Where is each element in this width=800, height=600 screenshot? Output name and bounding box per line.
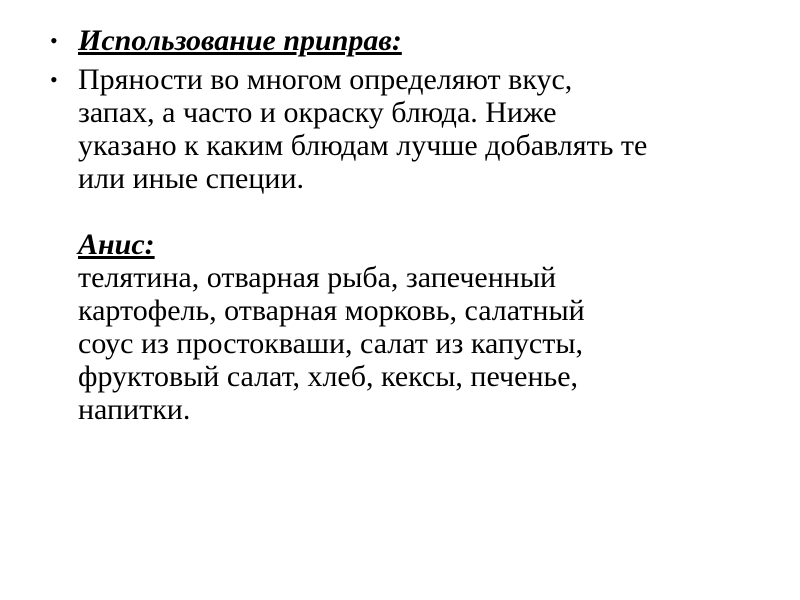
section-line: телятина, отварная рыба, запеченный (78, 261, 557, 294)
paragraph-spacer (78, 195, 776, 228)
section-line: картофель, отварная морковь, салатный (78, 294, 585, 327)
slide-title: Использование приправ: (78, 24, 402, 57)
intro-line: или иные специи. (78, 162, 305, 195)
bullet-item-heading (46, 24, 776, 57)
intro-line: запах, а часто и окраску блюда. Ниже (78, 96, 557, 129)
section-line: соус из простокваши, салат из капусты, (78, 327, 584, 360)
bullet-item-body (46, 63, 776, 426)
intro-line: Пряности во многом определяют вкус, (78, 63, 573, 96)
section-line: фруктовый салат, хлеб, кексы, печенье, (78, 360, 579, 393)
section-heading: Анис: (78, 228, 155, 261)
section-line: напитки. (78, 393, 191, 426)
bullet-dot-icon: • (50, 67, 58, 92)
bullet-dot-icon: • (50, 28, 58, 53)
intro-line: указано к каким блюдам лучше добавлять те (78, 129, 648, 162)
bullet-list (46, 24, 776, 432)
